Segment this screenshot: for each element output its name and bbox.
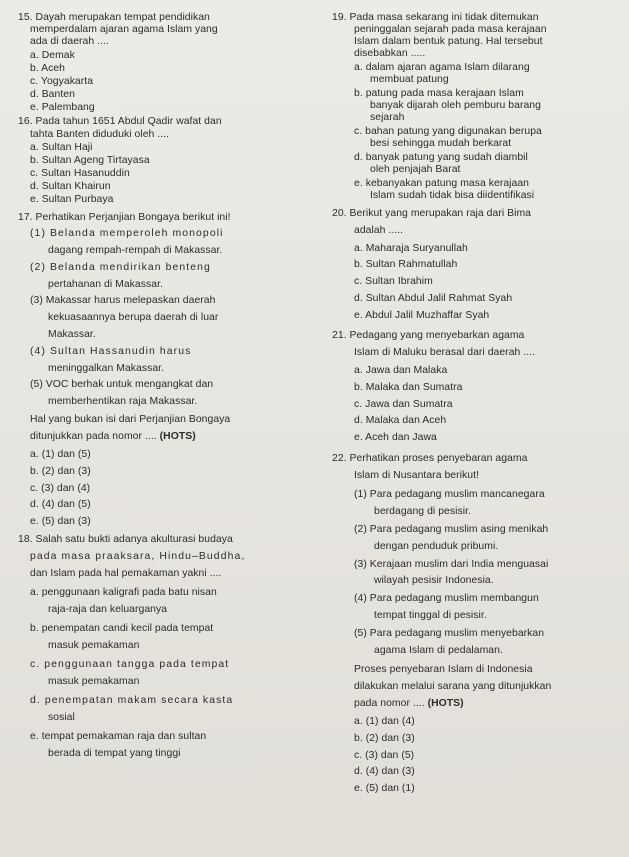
text-line-q16-c: c. Sultan Hasanuddin — [30, 168, 130, 179]
text-line-q15-l3: ada di daerah .... — [30, 36, 109, 47]
text-line-q17-s4a: (4) Sultan Hassanudin harus — [30, 345, 192, 357]
text-line-q20-d: d. Sultan Abdul Jalil Rahmat Syah — [354, 292, 513, 304]
text-line-q17-e: e. (5) dan (3) — [30, 516, 91, 528]
text-line-q19-c2: besi sehingga mudah berkarat — [370, 138, 512, 149]
text-line-q19-a2: membuat patung — [370, 74, 449, 85]
text-line-q17-s5a: (5) VOC berhak untuk mengangkat dan — [30, 379, 214, 391]
hots-label: (HOTS) — [159, 430, 196, 442]
text-line-q22-b: b. (2) dan (3) — [354, 732, 415, 744]
text-line-q15-b: b. Aceh — [30, 63, 66, 74]
text-line-q22-p2: dilakukan melalui sarana yang ditunjukkan — [354, 681, 552, 693]
text-line-q20-c: c. Sultan Ibrahim — [354, 276, 433, 288]
text-line-q17-s2a: (2) Belanda mendirikan benteng — [30, 261, 211, 273]
text-line-q22-a: a. (1) dan (4) — [354, 716, 415, 727]
text-line-q21-a: a. Jawa dan Malaka — [354, 365, 448, 377]
text-line-q18-d2: sosial — [48, 712, 75, 724]
text-line-q19-b1: b. patung pada masa kerajaan Islam — [354, 88, 524, 99]
text-line-q22-l1: 22. Perhatikan proses penyebaran agama — [332, 452, 528, 464]
text-line-q22-e: e. (5) dan (1) — [354, 783, 415, 795]
text-line-q17-c: c. (3) dan (4) — [30, 482, 91, 494]
text-line-q17-s3c: Makassar. — [48, 329, 96, 340]
text-line-q22-s2a: (2) Para pedagang muslim asing menikah — [354, 523, 549, 535]
text-line-q18-b2: masuk pemakaman — [48, 639, 140, 651]
text-line-q22-c: c. (3) dan (5) — [354, 749, 415, 761]
text-line-q19-e2: Islam sudah tidak bisa diidentifikasi — [370, 190, 535, 201]
text-line-q19-e1: e. kebanyakan patung masa kerajaan — [354, 178, 529, 189]
text-line-q21-l2: Islam di Maluku berasal dari daerah .... — [354, 347, 536, 359]
line-text: pada nomor .... — [354, 697, 428, 709]
text-line-q20-l1: 20. Berikut yang merupakan raja dari Bima — [332, 207, 531, 219]
text-line-q19-l2: peninggalan sejarah pada masa kerajaan — [354, 24, 547, 35]
text-line-q19-a1: a. dalam ajaran agama Islam dilarang — [354, 62, 530, 73]
text-line-q15-c: c. Yogyakarta — [30, 76, 94, 87]
text-line-q22-s3b: wilayah pesisir Indonesia. — [374, 575, 494, 587]
hots-label: (HOTS) — [427, 697, 464, 709]
text-line-q16-a: a. Sultan Haji — [30, 142, 93, 153]
text-line-q21-e: e. Aceh dan Jawa — [354, 432, 437, 444]
text-line-q17-d: d. (4) dan (5) — [30, 499, 91, 511]
text-line-q20-e: e. Abdul Jalil Muzhaffar Syah — [354, 309, 490, 321]
text-line-q17-s1a: (1) Belanda memperoleh monopoli — [30, 228, 224, 240]
text-line-q17-a: a. (1) dan (5) — [30, 448, 91, 460]
text-line-q22-l2: Islam di Nusantara berikut! — [354, 469, 479, 481]
text-line-q18-e2: berada di tempat yang tinggi — [48, 748, 181, 760]
text-line-q15-e: e. Palembang — [30, 102, 95, 113]
text-line-q17-s3a: (3) Makassar harus melepaskan daerah — [30, 295, 216, 307]
text-line-q21-b: b. Malaka dan Sumatra — [354, 381, 463, 393]
text-line-q17-p2 — [30, 431, 196, 443]
text-line-q19-l3: Islam dalam bentuk patung. Hal tersebut — [354, 36, 543, 47]
text-line-q22-s1a: (1) Para pedagang muslim mancanegara — [354, 488, 545, 500]
text-line-q22-p1: Proses penyebaran Islam di Indonesia — [354, 664, 533, 676]
text-line-q17-s1b: dagang rempah-rempah di Makassar. — [48, 245, 223, 257]
text-line-q18-l3: dan Islam pada hal pemakaman yakni .... — [30, 567, 222, 579]
text-line-q17-p1: Hal yang bukan isi dari Perjanjian Bongaya — [30, 414, 231, 426]
text-line-q19-c1: c. bahan patung yang digunakan berupa — [354, 126, 542, 137]
text-line-q17-s5b: memberhentikan raja Makassar. — [48, 396, 198, 408]
text-line-q19-b2: banyak dijarah oleh pemburu barang — [370, 100, 541, 111]
text-line-q20-a: a. Maharaja Suryanullah — [354, 242, 468, 254]
text-line-q20-l2: adalah ..... — [354, 224, 404, 236]
text-line-q18-l1: 18. Salah satu bukti adanya akulturasi budaya — [18, 534, 233, 546]
text-line-q22-d: d. (4) dan (3) — [354, 766, 415, 778]
text-line-q22-s5b: agama Islam di pedalaman. — [374, 645, 503, 657]
text-line-q16-l1: 16. Pada tahun 1651 Abdul Qadir wafat dan — [18, 116, 222, 127]
text-line-q18-c1: c. penggunaan tangga pada tempat — [30, 659, 230, 671]
text-line-q17-s4b: meninggalkan Makassar. — [48, 362, 165, 374]
text-line-q16-l2: tahta Banten diduduki oleh .... — [30, 129, 170, 140]
text-line-q17-s2b: pertahanan di Makassar. — [48, 278, 163, 290]
text-line-q18-d1: d. penempatan makam secara kasta — [30, 695, 234, 707]
text-line-q19-l1: 19. Pada masa sekarang ini tidak ditemukan — [332, 12, 539, 23]
text-line-q19-l4: disebabkan ..... — [354, 48, 426, 59]
text-line-q18-a2: raja-raja dan keluarganya — [48, 603, 168, 615]
text-line-q19-d2: oleh penjajah Barat — [370, 164, 461, 175]
text-line-q21-d: d. Malaka dan Aceh — [354, 415, 447, 427]
text-line-q15-l2: memperdalam ajaran agama Islam yang — [30, 24, 218, 35]
text-line-q22-s3a: (3) Kerajaan muslim dari India menguasai — [354, 558, 549, 570]
text-line-q20-b: b. Sultan Rahmatullah — [354, 259, 458, 271]
text-line-q18-l2: pada masa praaksara, Hindu–Buddha, — [30, 550, 246, 562]
text-line-q19-d1: d. banyak patung yang sudah diambil — [354, 152, 528, 163]
text-line-q21-c: c. Jawa dan Sumatra — [354, 398, 453, 410]
text-line-q16-b: b. Sultan Ageng Tirtayasa — [30, 155, 150, 166]
text-line-q17-s3b: kekuasaannya berupa daerah di luar — [48, 312, 219, 324]
text-line-q18-c2: masuk pemakaman — [48, 676, 140, 687]
text-line-q18-e1: e. tempat pemakaman raja dan sultan — [30, 731, 207, 743]
line-text: ditunjukkan pada nomor .... — [30, 430, 160, 442]
text-line-q16-e: e. Sultan Purbaya — [30, 194, 114, 205]
text-line-q17-b: b. (2) dan (3) — [30, 465, 91, 477]
text-line-q22-s4a: (4) Para pedagang muslim membangun — [354, 593, 539, 605]
text-line-q15-l1: 15. Dayah merupakan tempat pendidikan — [18, 12, 210, 23]
text-line-q15-d: d. Banten — [30, 89, 75, 100]
text-line-q19-b3: sejarah — [370, 112, 405, 123]
text-line-q18-b1: b. penempatan candi kecil pada tempat — [30, 623, 214, 635]
text-line-q22-s4b: tempat tinggal di pesisir. — [374, 610, 487, 622]
text-line-q15-a: a. Demak — [30, 50, 75, 61]
text-line-q22-s2b: dengan penduduk pribumi. — [374, 540, 499, 552]
text-line-q17-l1: 17. Perhatikan Perjanjian Bongaya berikut ini! — [18, 211, 231, 223]
text-line-q22-p3 — [354, 698, 464, 710]
text-line-q18-a1: a. penggunaan kaligrafi pada batu nisan — [30, 587, 217, 598]
text-line-q22-s5a: (5) Para pedagang muslim menyebarkan — [354, 628, 545, 640]
text-line-q16-d: d. Sultan Khairun — [30, 181, 111, 192]
text-line-q21-l1: 21. Pedagang yang menyebarkan agama — [332, 330, 525, 342]
text-line-q22-s1b: berdagang di pesisir. — [374, 505, 471, 517]
